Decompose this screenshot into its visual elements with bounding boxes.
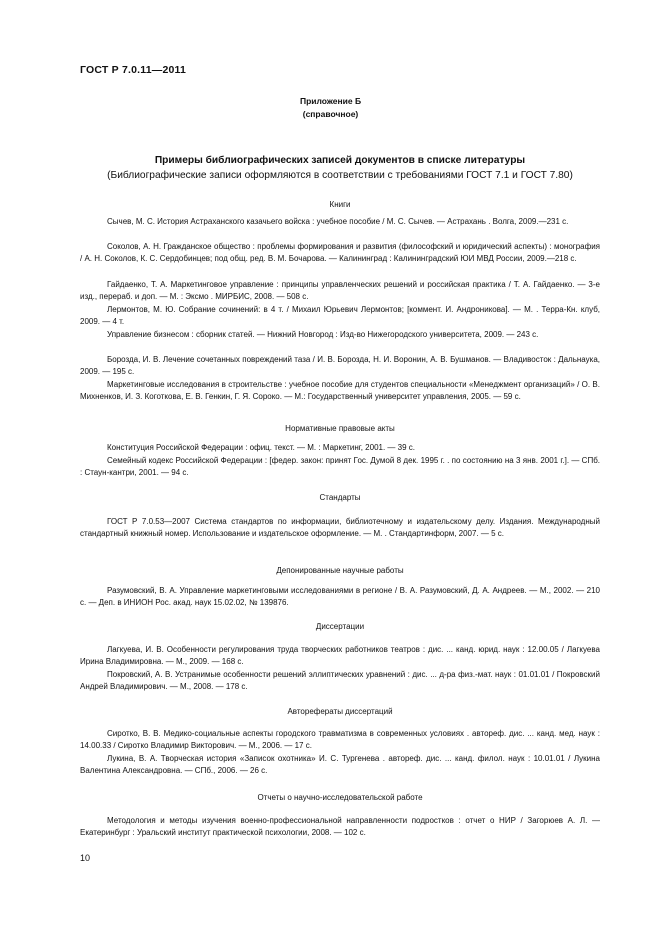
list-item: Лермонтов, М. Ю. Собрание сочинений: в 4 т. / Михаил Юрьевич Лермонтов; [коммент. И. Андроникова]. — М. . Терра-Кн. клуб, 2009. — 4 т.: [80, 305, 600, 326]
section-heading-research-reports: Отчеты о научно-исследовательской работе: [257, 793, 423, 802]
section-heading-books: Книги: [329, 200, 351, 209]
list-item: Лукина, В. А. Творческая история «Записок охотника» И. С. Тургенева . автореф. дис. ... канд. филол. наук : 10.01.01 / Лукина Валентина Александровна. — СПб., 2006. — 26 с.: [80, 754, 600, 775]
list-item: Конституция Российской Федерации : офиц. текст. — М. : Маркетинг, 2001. — 39 с.: [107, 443, 415, 452]
appendix-label: Приложение Б: [299, 96, 362, 106]
list-item: Семейный кодекс Российской Федерации : [федер. закон: принят Гос. Думой 8 дек. 1995 г. . по состоянию на 3 янв. 2001 г.]. — СПб. : Стаун-кантри, 2001. — 94 с.: [80, 456, 600, 477]
list-item: Управление бизнесом : сборник статей. — Нижний Новгород : Изд-во Нижегородского университета, 2009. — 243 с.: [107, 330, 539, 339]
standard-header: ГОСТ Р 7.0.11—2011: [80, 64, 187, 76]
list-item: ГОСТ Р 7.0.53—2007 Система стандартов по информации, библиотечному и издательскому делу. Издания. Международный стандартный книжный номер. Использование и издательское оформление. — М. . Стандартинформ, 2007. — 5 с.: [80, 517, 600, 538]
list-item: Гайдаенко, Т. А. Маркетинговое управление : принципы управленческих решений и российская практика / Т. А. Гайдаенко. — 3-е изд., перераб. и доп. — М. : Эксмо . МИРБИС, 2008. — 508 с.: [80, 280, 600, 301]
list-item: Методология и методы изучения военно-профессиональной направленности подростков : отчет о НИР / Загорюев А. Л. — Екатеринбург : Уральский институт практической психологии, 2008. — 102 с.: [80, 816, 600, 837]
list-item: Борозда, И. В. Лечение сочетанных повреждений таза / И. В. Борозда, Н. И. Воронин, А. В. Бушманов. — Владивосток : Дальнаука, 2009. — 195 с.: [80, 355, 600, 376]
section-heading-abstracts: Авторефераты диссертаций: [287, 707, 393, 716]
page-number: 10: [80, 853, 91, 863]
page-subtitle: (Библиографические записи оформляются в соответствии с требованиями ГОСТ 7.1 и ГОСТ 7.80): [107, 170, 573, 181]
section-heading-legal-acts: Нормативные правовые акты: [285, 424, 395, 433]
list-item: Сычев, М. С. История Астраханского казачьего войска : учебное пособие / М. С. Сычев. — Астрахань . Волга, 2009.—231 с.: [107, 217, 569, 226]
list-item: Лагкуева, И. В. Особенности регулирования труда творческих работников театров : дис. ... канд. юрид. наук : 12.00.05 / Лагкуева Ирина Владимировна. — М., 2009. — 168 с.: [80, 645, 600, 666]
page-title: Примеры библиографических записей документов в списке литературы: [154, 155, 526, 166]
list-item: Маркетинговые исследования в строительстве : учебное пособие для студентов специальности «Менеджмент организаций» / О. В. Михненков, И. З. Коготкова, Е. В. Генкин, Г. Я. Сороко. — М.: Государственный университет управления, 2005. — 59 с.: [80, 380, 600, 401]
list-item: Соколов, А. Н. Гражданское общество : проблемы формирования и развития (философский и юридический аспекты) : монография / А. Н. Соколов, К. С. Сердобинцев; под общ. ред. В. М. Бочарова. — Калининград : Калининградский ЮИ МВД России, 2009.—218 с.: [80, 242, 600, 263]
section-heading-standards: Стандарты: [319, 493, 361, 502]
list-item: Разумовский, В. А. Управление маркетинговыми исследованиями в регионе / В. А. Разумовский, Д. А. Андреев. — М., 2002. — 210 с. — Деп. в ИНИОН Рос. акад. наук 15.02.02, № 139876.: [80, 586, 600, 607]
list-item: Покровский, А. В. Устранимые особенности решений эллиптических уравнений : дис. ... д-ра физ.-мат. наук : 01.01.01 / Покровский Андрей Владимирович. — М., 2008. — 178 с.: [80, 670, 600, 691]
appendix-note: (справочное): [302, 109, 359, 119]
section-heading-dissertations: Диссертации: [315, 622, 365, 631]
list-item: Сиротко, В. В. Медико-социальные аспекты городского травматизма в современных условиях . автореф. дис. ... канд. мед. наук : 14.00.33 / Сиротко Владимир Викторович. — М., 2006. — 17 с.: [80, 729, 600, 750]
section-heading-deposited-works: Депонированные научные работы: [276, 566, 404, 575]
